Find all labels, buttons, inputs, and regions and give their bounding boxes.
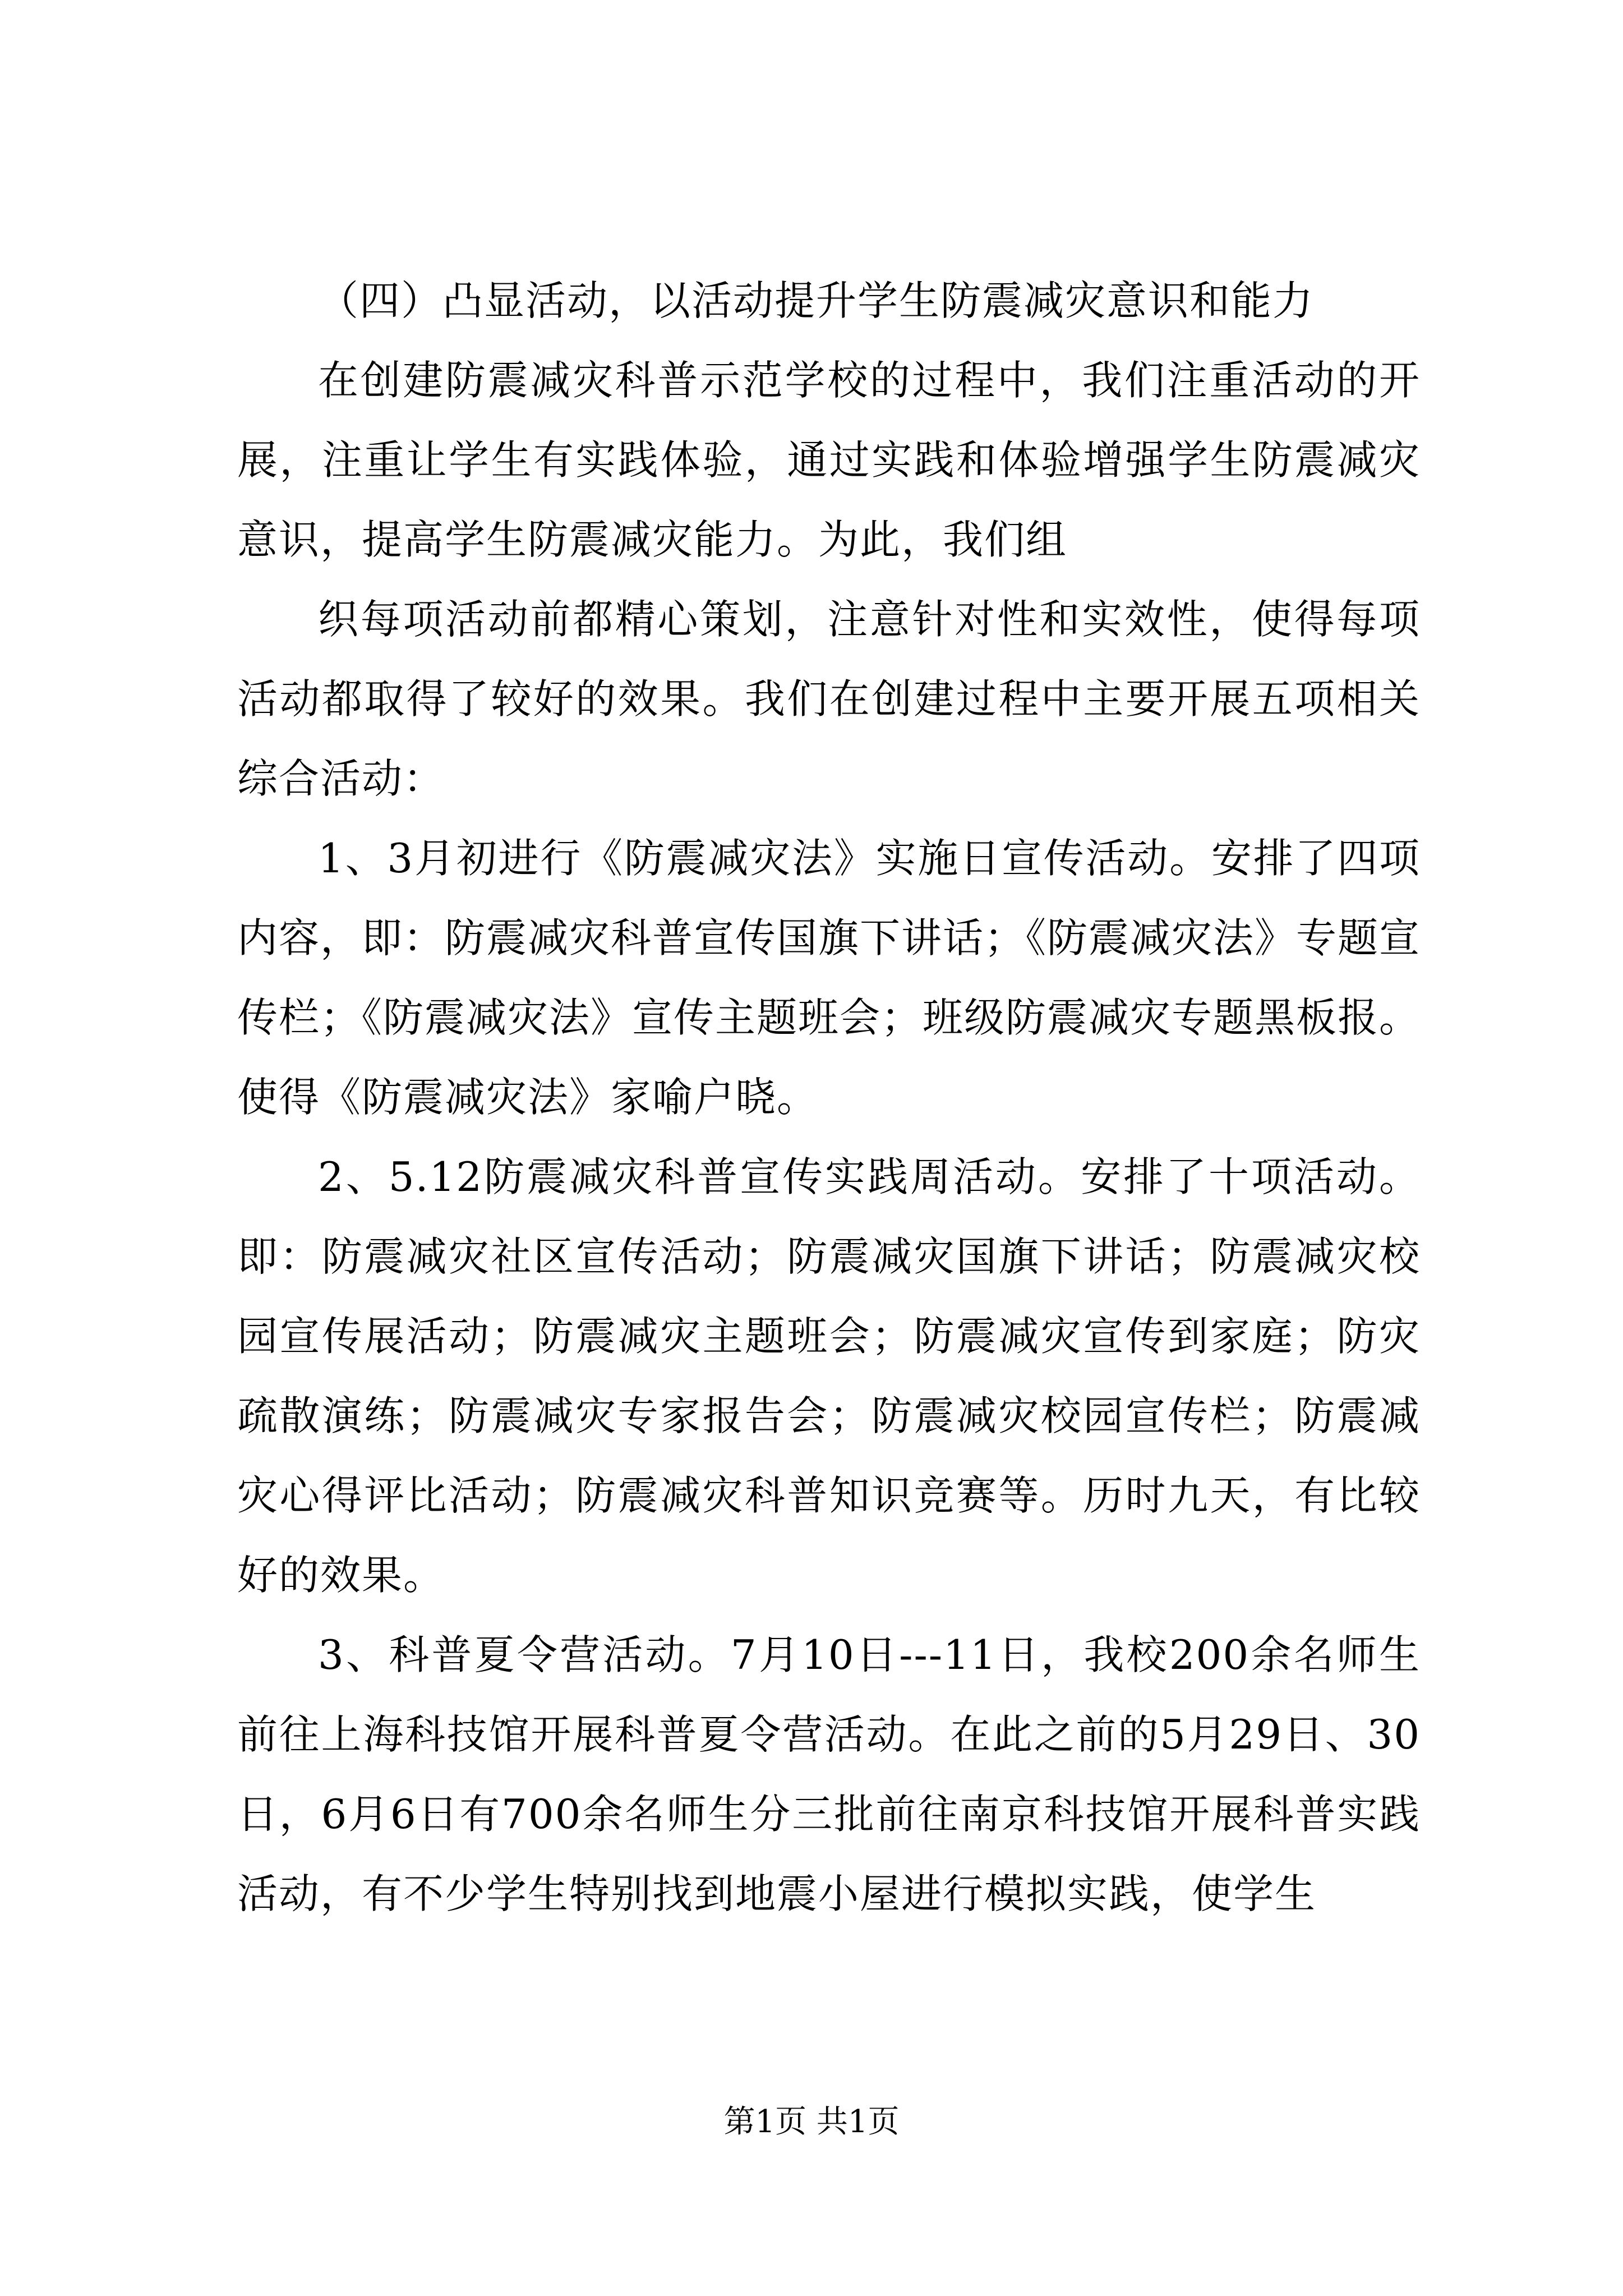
paragraph-planning: 织每项活动前都精心策划，注意针对性和实效性，使得每项活动都取得了较好的效果。我们在创建过程中主要开展五项相关综合活动： [237, 596, 1421, 802]
section-heading: （四）凸显活动，以活动提升学生防震减灾意识和能力 [318, 277, 1315, 324]
paragraph-intro: 在创建防震减灾科普示范学校的过程中，我们注重活动的开展，注重让学生有实践体验，通过实践和体验增强学生防震减灾意识，提高学生防震减灾能力。为此，我们组 [237, 357, 1421, 563]
page-footer: 第1页 共1页 [723, 2104, 900, 2140]
paragraph-activity-2: 2、5.12防震减灾科普宣传实践周活动。安排了十项活动。即：防震减灾社区宣传活动；防震减灾国旗下讲话；防震减灾校园宣传展活动；防震减灾主题班会；防震减灾宣传到家庭；防灾疏散演练；防震减灾专家报告会；防震减灾校园宣传栏；防震减灾心得评比活动；防震减灾科普知识竞赛等。历时九天，有比较好的效果。 [237, 1153, 1421, 1599]
document-body [237, 261, 1421, 1934]
paragraph-activity-3: 3、科普夏令营活动。7月10日---11日，我校200余名师生前往上海科技馆开展科普夏令营活动。在此之前的5月29日、30日，6月6日有700余名师生分三批前往南京科技馆开展科普实践活动，有不少学生特别找到地震小屋进行模拟实践，使学生 [237, 1631, 1421, 1917]
paragraph-activity-1: 1、3月初进行《防震减灾法》实施日宣传活动。安排了四项内容，即：防震减灾科普宣传国旗下讲话；《防震减灾法》专题宣传栏；《防震减灾法》宣传主题班会；班级防震减灾专题黑板报。使得《防震减灾法》家喻户晓。 [237, 835, 1421, 1121]
